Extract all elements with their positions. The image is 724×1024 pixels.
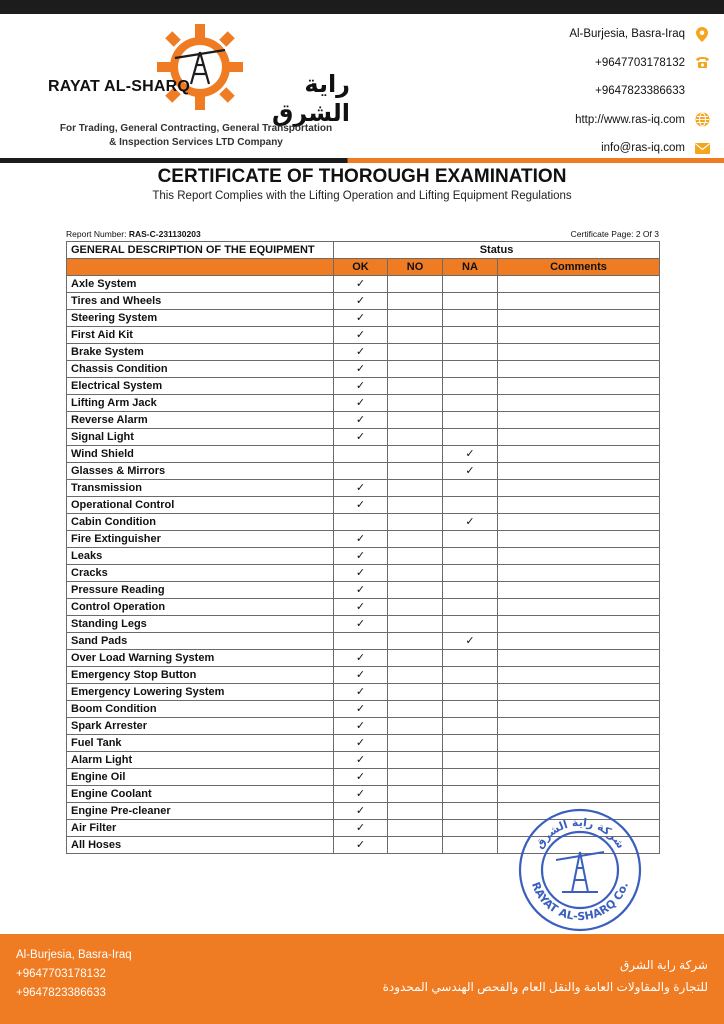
certificate-page: Certificate Page: 2 Of 3 (570, 229, 659, 239)
website-text[interactable]: http://www.ras-iq.com (575, 113, 685, 126)
status-na-cell (443, 429, 498, 446)
table-row (67, 718, 660, 735)
report-number-label: Report Number: (66, 229, 127, 239)
phone-icon-spacer (694, 83, 710, 99)
status-na-cell: ✓ (443, 514, 498, 531)
status-no-cell (388, 361, 443, 378)
table-row (67, 548, 660, 565)
status-no-cell (388, 548, 443, 565)
status-ok-cell: ✓ (334, 650, 388, 667)
status-ok-cell: ✓ (334, 497, 388, 514)
table-row (67, 616, 660, 633)
header-divider (0, 158, 724, 163)
status-ok-cell: ✓ (334, 735, 388, 752)
status-na-cell (443, 327, 498, 344)
equipment-item: Engine Oil (67, 769, 334, 786)
status-no-cell (388, 514, 443, 531)
equipment-item: Boom Condition (67, 701, 334, 718)
equipment-item: Sand Pads (67, 633, 334, 650)
equipment-item: Cracks (67, 565, 334, 582)
table-row (67, 463, 660, 480)
comments-cell (498, 497, 660, 514)
stamp-rig-icon (556, 852, 604, 892)
equipment-item: Fuel Tank (67, 735, 334, 752)
status-no-cell (388, 412, 443, 429)
table-column-row (67, 259, 660, 276)
status-na-cell (443, 701, 498, 718)
status-ok-cell: ✓ (334, 752, 388, 769)
status-na-cell (443, 718, 498, 735)
tagline-line-2: & Inspection Services LTD Company (109, 137, 283, 148)
status-ok-cell: ✓ (334, 395, 388, 412)
status-no-cell (388, 293, 443, 310)
company-tagline (46, 122, 346, 150)
svg-text:RAYAT AL-SHARQ Co. (529, 880, 631, 923)
phone-2-text[interactable]: +9647823386633 (595, 85, 685, 98)
status-na-cell (443, 803, 498, 820)
status-no-cell (388, 565, 443, 582)
status-ok-cell: ✓ (334, 378, 388, 395)
contact-phone-2 (490, 77, 710, 106)
status-na-cell: ✓ (443, 463, 498, 480)
certificate-title: CERTIFICATE OF THOROUGH EXAMINATION (157, 166, 567, 187)
status-ok-cell: ✓ (334, 667, 388, 684)
status-ok-cell: ✓ (334, 616, 388, 633)
comments-cell (498, 310, 660, 327)
footer-address: Al-Burjesia, Basra-Iraq (16, 949, 132, 961)
mail-icon (694, 140, 710, 156)
status-na-cell (443, 667, 498, 684)
status-na-cell (443, 820, 498, 837)
status-no-cell (388, 378, 443, 395)
status-no-cell (388, 344, 443, 361)
footer (0, 934, 724, 1024)
footer-contact (16, 946, 132, 1003)
status-no-cell (388, 310, 443, 327)
comments-cell (498, 616, 660, 633)
equipment-item: Engine Coolant (67, 786, 334, 803)
comments-cell (498, 514, 660, 531)
stamp-text-en: RAYAT AL-SHARQ Co. (528, 880, 632, 924)
status-na-cell: ✓ (443, 446, 498, 463)
status-na-cell (443, 344, 498, 361)
comments-cell (498, 718, 660, 735)
status-na-cell (443, 769, 498, 786)
comments-cell (498, 395, 660, 412)
table-row (67, 735, 660, 752)
address-text: Al-Burjesia, Basra-Iraq (569, 28, 685, 41)
table-row (67, 786, 660, 803)
comments-cell (498, 701, 660, 718)
status-no-cell (388, 735, 443, 752)
table-row (67, 276, 660, 293)
status-no-cell (388, 616, 443, 633)
status-ok-cell (334, 446, 388, 463)
status-ok-cell: ✓ (334, 803, 388, 820)
status-na-cell (443, 361, 498, 378)
status-na-cell: ✓ (443, 633, 498, 650)
table-row (67, 684, 660, 701)
status-ok-cell: ✓ (334, 684, 388, 701)
table-header-row (67, 242, 660, 259)
equipment-item: Alarm Light (67, 752, 334, 769)
company-stamp (514, 806, 646, 934)
status-header: Status (334, 242, 660, 259)
status-no-cell (388, 684, 443, 701)
footer-company-ar (383, 954, 708, 998)
status-na-cell (443, 735, 498, 752)
comments-cell (498, 684, 660, 701)
equipment-item: Operational Control (67, 497, 334, 514)
status-na-cell (443, 786, 498, 803)
table-row (67, 633, 660, 650)
comments-cell (498, 446, 660, 463)
status-ok-cell (334, 463, 388, 480)
status-ok-cell: ✓ (334, 480, 388, 497)
column-spacer (67, 259, 334, 276)
equipment-item: Pressure Reading (67, 582, 334, 599)
status-no-cell (388, 480, 443, 497)
report-number (66, 229, 201, 239)
status-na-cell (443, 565, 498, 582)
equipment-item: Electrical System (67, 378, 334, 395)
comments-cell (498, 412, 660, 429)
status-no-cell (388, 327, 443, 344)
status-no-cell (388, 395, 443, 412)
globe-icon (694, 112, 710, 128)
status-na-cell (443, 752, 498, 769)
table-row (67, 446, 660, 463)
comments-cell (498, 378, 660, 395)
comments-cell (498, 769, 660, 786)
status-no-cell (388, 599, 443, 616)
status-no-cell (388, 803, 443, 820)
status-no-cell (388, 769, 443, 786)
location-pin-icon (694, 26, 710, 42)
table-row (67, 378, 660, 395)
footer-phone-1[interactable]: +9647703178132 (16, 968, 106, 980)
status-no-cell (388, 837, 443, 854)
equipment-item: Air Filter (67, 820, 334, 837)
contact-website (490, 106, 710, 135)
equipment-item: Transmission (67, 480, 334, 497)
column-ok: OK (334, 259, 388, 276)
comments-cell (498, 599, 660, 616)
equipment-item: Over Load Warning System (67, 650, 334, 667)
description-header: GENERAL DESCRIPTION OF THE EQUIPMENT (67, 242, 334, 259)
status-na-cell (443, 412, 498, 429)
table-row (67, 344, 660, 361)
status-na-cell (443, 293, 498, 310)
status-no-cell (388, 752, 443, 769)
column-na: NA (443, 259, 498, 276)
status-no-cell (388, 718, 443, 735)
equipment-item: Leaks (67, 548, 334, 565)
table-row (67, 310, 660, 327)
status-na-cell (443, 650, 498, 667)
status-ok-cell: ✓ (334, 327, 388, 344)
table-row (67, 701, 660, 718)
status-ok-cell: ✓ (334, 531, 388, 548)
equipment-item: Axle System (67, 276, 334, 293)
column-no: NO (388, 259, 443, 276)
status-ok-cell: ✓ (334, 310, 388, 327)
table-row (67, 293, 660, 310)
table-row (67, 327, 660, 344)
comments-cell (498, 582, 660, 599)
equipment-item: Tires and Wheels (67, 293, 334, 310)
table-row (67, 752, 660, 769)
status-no-cell (388, 633, 443, 650)
status-na-cell (443, 837, 498, 854)
status-ok-cell: ✓ (334, 837, 388, 854)
status-na-cell (443, 599, 498, 616)
equipment-item: Emergency Lowering System (67, 684, 334, 701)
table-row (67, 599, 660, 616)
company-name-ar: راية الشرق (271, 71, 350, 127)
status-ok-cell: ✓ (334, 361, 388, 378)
table-row (67, 667, 660, 684)
comments-cell (498, 327, 660, 344)
equipment-item: Glasses & Mirrors (67, 463, 334, 480)
status-no-cell (388, 582, 443, 599)
phone-1-text[interactable]: +9647703178132 (595, 56, 685, 69)
status-ok-cell: ✓ (334, 769, 388, 786)
status-ok-cell: ✓ (334, 344, 388, 361)
equipment-item: Wind Shield (67, 446, 334, 463)
email-text[interactable]: info@ras-iq.com (601, 142, 685, 155)
status-ok-cell: ✓ (334, 293, 388, 310)
status-ok-cell: ✓ (334, 599, 388, 616)
equipment-item: Control Operation (67, 599, 334, 616)
comments-cell (498, 786, 660, 803)
equipment-item: Standing Legs (67, 616, 334, 633)
equipment-item: Chassis Condition (67, 361, 334, 378)
status-no-cell (388, 786, 443, 803)
status-na-cell (443, 310, 498, 327)
status-na-cell (443, 582, 498, 599)
status-no-cell (388, 497, 443, 514)
status-ok-cell: ✓ (334, 548, 388, 565)
equipment-item: Cabin Condition (67, 514, 334, 531)
equipment-item: All Hoses (67, 837, 334, 854)
stamp-text-ar: شركة راية الشرق (532, 815, 628, 851)
equipment-item: Brake System (67, 344, 334, 361)
contact-phone-1 (490, 49, 710, 78)
status-ok-cell: ✓ (334, 718, 388, 735)
table-row (67, 429, 660, 446)
footer-desc-ar: للتجارة والمقاولات العامة والنقل العام والفحص الهندسي المحدودة (382, 980, 708, 994)
equipment-item: Steering System (67, 310, 334, 327)
status-no-cell (388, 820, 443, 837)
status-no-cell (388, 429, 443, 446)
status-no-cell (388, 667, 443, 684)
equipment-item: Signal Light (67, 429, 334, 446)
status-na-cell (443, 276, 498, 293)
status-ok-cell: ✓ (334, 786, 388, 803)
equipment-item: Emergency Stop Button (67, 667, 334, 684)
status-na-cell (443, 497, 498, 514)
comments-cell (498, 548, 660, 565)
status-no-cell (388, 701, 443, 718)
status-ok-cell: ✓ (334, 565, 388, 582)
status-ok-cell: ✓ (334, 582, 388, 599)
company-name-en: RAYAT AL-SHARQ (48, 78, 191, 95)
contact-address (490, 20, 710, 49)
comments-cell (498, 650, 660, 667)
comments-cell (498, 293, 660, 310)
status-no-cell (388, 531, 443, 548)
comments-cell (498, 633, 660, 650)
status-na-cell (443, 395, 498, 412)
status-no-cell (388, 446, 443, 463)
comments-cell (498, 463, 660, 480)
certificate-subtitle: This Report Complies with the Lifting Operation and Lifting Equipment Regulations (152, 190, 572, 202)
status-na-cell (443, 378, 498, 395)
status-no-cell (388, 276, 443, 293)
status-na-cell (443, 531, 498, 548)
status-na-cell (443, 616, 498, 633)
table-row (67, 395, 660, 412)
status-ok-cell: ✓ (334, 701, 388, 718)
comments-cell (498, 429, 660, 446)
footer-name-ar: شركة راية الشرق (619, 958, 708, 972)
comments-cell (498, 565, 660, 582)
status-no-cell (388, 463, 443, 480)
phone-icon (694, 55, 710, 71)
comments-cell (498, 276, 660, 293)
comments-cell (498, 480, 660, 497)
table-row (67, 650, 660, 667)
table-row (67, 480, 660, 497)
equipment-item: Lifting Arm Jack (67, 395, 334, 412)
comments-cell (498, 531, 660, 548)
comments-cell (498, 735, 660, 752)
table-row (67, 412, 660, 429)
table-row (67, 769, 660, 786)
column-comments: Comments (498, 259, 660, 276)
comments-cell (498, 344, 660, 361)
comments-cell (498, 361, 660, 378)
status-ok-cell (334, 633, 388, 650)
comments-cell (498, 667, 660, 684)
contact-block (490, 20, 710, 163)
status-ok-cell: ✓ (334, 412, 388, 429)
status-na-cell (443, 684, 498, 701)
equipment-item: First Aid Kit (67, 327, 334, 344)
equipment-item: Reverse Alarm (67, 412, 334, 429)
table-row (67, 514, 660, 531)
top-bar (0, 0, 724, 14)
status-ok-cell (334, 514, 388, 531)
equipment-item: Spark Arrester (67, 718, 334, 735)
table-row (67, 565, 660, 582)
table-row (67, 531, 660, 548)
status-na-cell (443, 480, 498, 497)
status-no-cell (388, 650, 443, 667)
equipment-item: Fire Extinguisher (67, 531, 334, 548)
status-na-cell (443, 548, 498, 565)
comments-cell (498, 752, 660, 769)
inspection-table (66, 241, 660, 854)
report-number-value: RAS-C-231130203 (128, 229, 201, 239)
report-info-row (66, 229, 659, 239)
table-row (67, 497, 660, 514)
status-ok-cell: ✓ (334, 276, 388, 293)
status-ok-cell: ✓ (334, 429, 388, 446)
tagline-line-1: For Trading, General Contracting, General Transportation (59, 123, 333, 134)
footer-phone-2[interactable]: +9647823386633 (16, 987, 106, 999)
table-row (67, 361, 660, 378)
status-ok-cell: ✓ (334, 820, 388, 837)
gear-logo-icon (155, 22, 245, 112)
equipment-item: Engine Pre-cleaner (67, 803, 334, 820)
table-row (67, 582, 660, 599)
